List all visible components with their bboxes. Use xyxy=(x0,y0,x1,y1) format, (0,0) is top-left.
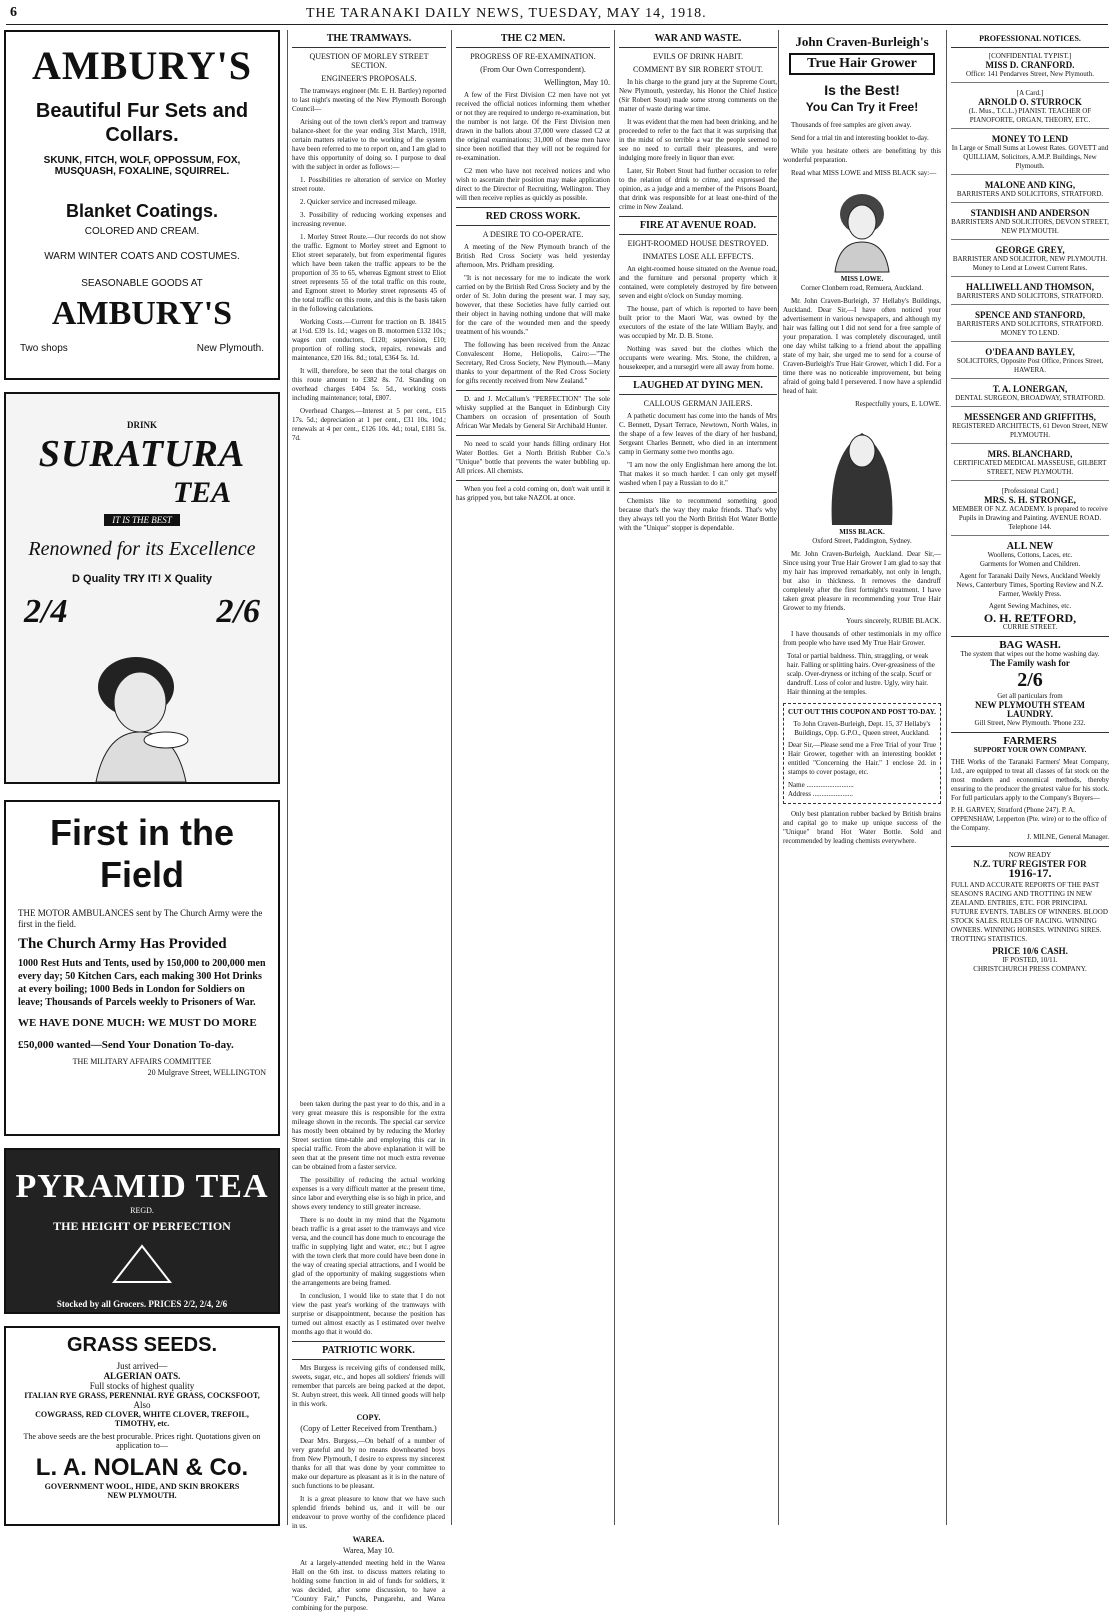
church-army-more: WE HAVE DONE MUCH: WE MUST DO MORE xyxy=(18,1017,257,1029)
retford-advertisement: ALL NEW Woollens, Cottons, Laces, etc. Garments for Women and Children. Agent for Taranaki Daily News, Auckland Weekly News, Canterbury Times, Sporting Review and N.Z. Farmer, Weekly Press. Agent Sewing Machines, etc. O. H. RETFORD, CURRIE STREET. xyxy=(951,542,1109,637)
paragraph: Chemists like to recommend something good because that's the way they make friends. That's why they always tell you the North British Hot Water Bottle with the "Unique" stopper is dependable. xyxy=(619,497,777,532)
article-subheading: EIGHT-ROOMED HOUSE DESTROYED. xyxy=(627,239,769,248)
article-subheading: CALLOUS GERMAN JAILERS. xyxy=(643,399,753,408)
paragraph: Nothing was saved but the clothes which the occupants were wearing. Mrs. Stone, the children, a housekeeper, and a nursegirl were all away from home. xyxy=(619,345,777,371)
coupon-name-field[interactable]: Name ........................... xyxy=(788,781,854,789)
paragraph: 1. Possibilities re alteration of service on Morley street route. xyxy=(292,176,446,193)
ambury-line3: Blanket Coatings. xyxy=(65,201,219,221)
paragraph: A meeting of the New Plymouth branch of the British Red Cross Society was held yesterday afternoon, Mrs. Pridham presiding. xyxy=(456,243,610,269)
article-heading: COPY. xyxy=(356,1413,381,1422)
article-heading: THE TRAMWAYS. xyxy=(326,33,412,44)
grass-firm2: GOVERNMENT WOOL, HIDE, AND SKIN BROKERS xyxy=(44,1482,240,1491)
article-subheading: (From Our Own Correspondent). xyxy=(480,65,586,74)
article-subheading: Warea, May 10. xyxy=(343,1546,394,1555)
paragraph: It is a great pleasure to know that we have such splendid friends behind us, and it will be our endeavour to prove worthy of the confidence placed in us. xyxy=(292,1495,445,1530)
church-army-sub: The Church Army Has Provided xyxy=(18,936,227,952)
paragraph: The following has been received from the Anzac Convalescent Home, Heliopolis, Cairo:—"The Secretary, Red Cross Society, New Plymouth.—Many thanks to your department of the Red Cross Society for gifts recently received from New Zealand." xyxy=(456,341,610,385)
ambury-line4: COLORED AND CREAM. xyxy=(84,226,200,237)
ambury-advertisement xyxy=(4,30,280,380)
grass-s6: COWGRASS, RED CLOVER, WHITE CLOVER, TREFOIL, TIMOTHY, etc. xyxy=(35,1410,249,1428)
suratura-brand: SURATURA xyxy=(38,433,246,475)
grass-firm3: NEW PLYMOUTH. xyxy=(107,1491,177,1500)
notice: MESSENGER AND GRIFFITHS, REGISTERED ARCHITECTS, 61 Devon Street, NEW PLYMOUTH. xyxy=(951,413,1109,444)
notice: T. A. LONERGAN, DENTAL SURGEON, BROADWAY, STRATFORD. xyxy=(951,385,1109,407)
church-army-address: 20 Mulgrave Street, WELLINGTON xyxy=(147,1068,266,1077)
column-tramways-continued xyxy=(292,1100,445,1612)
paragraph: Overhead Charges.—Interest at 5 per cent., £15 17s. 5d.; depreciation at 1 per cent., £31 10s. 10d.; renewals at 4 per cent., £126 10s. 4d.; total, £181 5s. 7d. xyxy=(292,407,446,442)
paragraph: Working Costs.—Current for traction on B. 18415 at 1½d. £39 1s. 1d.; wages on B. motormen £132 10s.; wages cutt conductors, £120; supervision, £10; proportion of rolling stock, repairs, renewals and maintenance, £20 16s. 8d.; total, £364 5s. 1d. xyxy=(292,318,446,362)
notice: MRS. BLANCHARD, CERTIFICATED MEDICAL MASSEUSE, GILBERT STREET, NEW PLYMOUTH. xyxy=(951,450,1109,481)
suratura-advertisement xyxy=(4,392,280,784)
pyramid-brand: PYRAMID TEA xyxy=(15,1168,269,1205)
column-tramways xyxy=(292,30,446,1098)
article-heading: FIRE AT AVENUE ROAD. xyxy=(639,220,757,231)
church-army-intro: THE MOTOR AMBULANCES sent by The Church Army were the first in the field. xyxy=(18,908,263,929)
ambury-shops: Two shops xyxy=(20,343,68,354)
turf-register-advertisement: NOW READY N.Z. TURF REGISTER FOR 1916-17. FULL AND ACCURATE REPORTS OF THE PAST SEASON'S RACING AND TROTTING IN NEW ZEALAND. ENTRIES, ETC. FOR PRINCIPAL FUTURE EVENTS. TABLES OF WINNERS. BLOOD STOCK SALES. RULES OF RACING. WINNING OWNERS. WINNING HORSES. WINNING SIRES. TROTTING STATISTICS. PRICE 10/6 CASH. IF POSTED, 10/11. CHRISTCHURCH PRESS COMPANY. xyxy=(951,851,1108,973)
suratura-try: D Quality TRY IT! X Quality xyxy=(72,573,212,585)
suratura-price-2: 2/6 xyxy=(216,593,260,630)
article-heading: WAR AND WASTE. xyxy=(654,33,742,44)
church-army-advertisement xyxy=(4,800,280,1136)
grass-firm: L. A. NOLAN & Co. xyxy=(35,1454,249,1481)
paragraph: The possibility of reducing the actual working expenses is a very difficult matter at the present time, since labor and everything else is so high in price, and shows every tendency to still greater increase. xyxy=(292,1176,445,1211)
pyramid-stock: Stocked by all Grocers. PRICES 2/2, 2/4, 2/6 xyxy=(56,1299,228,1309)
paragraph: In conclusion, I would like to state that I do not view the past year's working of the tramways with surprise or disappointment, because the position has turned out almost exactly as I estimated over twelve months ago that it would do. xyxy=(292,1292,445,1336)
suratura-price-1: 2/4 xyxy=(24,593,68,630)
paragraph: An eight-roomed house situated on the Avenue road, and the furniture and personal property which it contained, were completely destroyed by fire between seven and eight o'clock on Sunday morning. xyxy=(619,265,777,300)
paragraph: "I am now the only Englishman here among the lot. That makes it so much harder. I can only get myself washed when I pay a Russian to do it." xyxy=(619,461,777,487)
column-rule xyxy=(614,30,615,1525)
pyramid-tag: THE HEIGHT OF PERFECTION xyxy=(53,1219,231,1233)
farmers-advertisement: FARMERS SUPPORT YOUR OWN COMPANY. THE Works of the Taranaki Farmers' Meat Company, Ltd., are equipped to treat all classes of fat stock on the most modern and economical methods, thereby ensuring to the producer the greatest value for his stock. For full particulars apply to the Company's Buyers— P. H. GARVEY, Stratford (Phone 247). P. A. OPPENSHAW, Lepperton (Pte. wire) or to the office of the Company. J. MILNE, General Manager. xyxy=(951,733,1109,847)
article-heading: WAREA. xyxy=(352,1535,385,1544)
notice: HALLIWELL AND THOMSON, BARRISTERS AND SOLICITORS, STRATFORD. xyxy=(951,283,1109,305)
notice: SPENCE AND STANFORD, BARRISTERS AND SOLICITORS, STRATFORD. MONEY TO LEND. xyxy=(951,311,1109,342)
suratura-slogan: Renowned for its Excellence xyxy=(28,538,256,560)
ambury-line6: SEASONABLE GOODS AT xyxy=(81,278,203,289)
paragraph: The tramways engineer (Mr. E. H. Bartley) reported to last night's meeting of the New Plymouth Borough Council— xyxy=(292,87,446,113)
paragraph: When you feel a cold coming on, don't wait until it has gripped you, but take NAZOL at once. xyxy=(456,485,610,502)
grass-s3: Full stocks of highest quality xyxy=(89,1381,195,1391)
grass-s7: The above seeds are the best procurable. Prices right. Quotations given on application to— xyxy=(23,1432,261,1450)
paragraph: A pathetic document has come into the hands of Mrs C. Bennett, Dysart Terrace, Newtown, North Wales, in the shape of a few leaves of the diary of her husband, Sergeant Charles Bennett, who died in an internment camp in Germany some two months ago. xyxy=(619,412,777,456)
newspaper-title: THE TARANAKI DAILY NEWS, TUESDAY, MAY 14, 1918. xyxy=(306,6,707,21)
article-subheading: COMMENT BY SIR ROBERT STOUT. xyxy=(633,65,763,74)
notice: [Professional Card.] MRS. S. H. STRONGE, MEMBER OF N.Z. ACADEMY. Is prepared to receive Pupils in Drawing and Painting. AVENUE ROAD. Telephone 144. xyxy=(951,487,1109,536)
coupon[interactable]: CUT OUT THIS COUPON AND POST TO-DAY. To John Craven-Burleigh, Dept. 15, 37 Hellaby's Buildings, Opp. G.P.O., Queen street, Auckland. Dear Sir,—Please send me a Free Trial of your True Hair Grower, together with an interesting booklet entitled "Concerning the Hair." I enclose 2d. in stamps to cover postage, etc. Name ........................... Address ....................... xyxy=(783,703,941,804)
notice: STANDISH AND ANDERSON BARRISTERS AND SOLICITORS, DEVON STREET, NEW PLYMOUTH. xyxy=(951,209,1109,240)
paragraph: been taken during the past year to do this, and in a very great measure this is responsible for the extra mileage shown in the records. The special car service has mostly been obtained by by reducing the Morley Street section time-table and employing this car in special traffic. From the above explanation it will be seen that at the present time not much extra revenue can be obtained from a faster service. xyxy=(292,1100,445,1171)
paragraph: In his charge to the grand jury at the Supreme Court, New Plymouth, yesterday, his Honor the Chief Justice (Sir Robert Stout) made some strong comments on the matter of waste during war time. xyxy=(619,78,777,113)
miss-lowe-portrait xyxy=(827,182,897,272)
grass-seeds-advertisement xyxy=(4,1326,280,1526)
notice: [CONFIDENTIAL TYPIST.] MISS D. CRANFORD. Office: 141 Pendarves Street, New Plymouth. xyxy=(951,52,1109,83)
ambury-line2: SKUNK, FITCH, WOLF, OPPOSSUM, FOX, MUSQUASH, FOXALINE, SQUIRREL. xyxy=(43,155,241,177)
grass-s2: ALGERIAN OATS. xyxy=(103,1371,181,1381)
article-dateline: Wellington, May 10. xyxy=(543,78,610,87)
page-number: 6 xyxy=(10,5,17,20)
paragraph: "It is not necessary for me to indicate the work carried on by the British Red Cross Society and by the order of St. John during the present war. I may say, however, that these Societies have fully carried out their object in having nothing undone that will make for the care of the wounded men and the speedy treatment of his wounds." xyxy=(456,274,610,336)
suratura-drink: DRINK xyxy=(126,420,157,430)
article-subheading: QUESTION OF MORLEY STREET SECTION. xyxy=(309,52,429,70)
notice: GEORGE GREY, BARRISTER AND SOLICITOR, NEW PLYMOUTH. Money to Lend at Lowest Current Rates. xyxy=(951,246,1109,277)
paragraph: At a largely-attended meeting held in the Warea Hall on the 6th inst. to discuss matters relating to holding some function in aid of funds for soldiers, it was decided, after some discussion, to have a "Country Fair," Punchs, Pungarehu, and Warea combining for the purpose. xyxy=(292,1559,445,1612)
article-subheading: EVILS OF DRINK HABIT. xyxy=(652,52,744,61)
notice: [A Card.] ARNOLD O. STURROCK (L. Mus., T.C.L.) PIANIST. TEACHER OF PIANOFORTE, ORGAN, THEORY, ETC. xyxy=(951,89,1109,129)
column-war-and-waste xyxy=(619,30,777,1525)
article-heading: RED CROSS WORK. xyxy=(485,211,581,222)
paragraph: It will, therefore, be seen that the total charges on this route amount to £382 8s. 7d. Standing on overhead charges £404 5s. 5d., working costs including maintenance; total, £807. xyxy=(292,367,446,402)
article-subheading: (Copy of Letter Received from Trentham.) xyxy=(300,1424,437,1433)
paragraph: A few of the First Division C2 men have not yet received the official notices informing them whether or not they are required to undergo re-examination, but the number is not large. Of the First Division men drawn in the ballots about 37,000 were classed C2 at the original examinations; 31,000 of these men have since been notified that they will not be required for re-examination. xyxy=(456,91,611,162)
article-subheading: ENGINEER'S PROPOSALS. xyxy=(321,74,417,83)
masthead xyxy=(6,4,1108,25)
church-army-agents: THE MILITARY AFFAIRS COMMITTEE xyxy=(72,1057,212,1066)
paragraph: D. and J. McCallum's "PERFECTION" The sole whisky supplied at the Banquet in Edinburgh City Chambers on occasion of presentation of South African War Medals by General Sir Archibald Hunter. xyxy=(456,395,610,430)
pyramid-tea-advertisement xyxy=(4,1148,280,1314)
church-army-headline: First in the Field xyxy=(49,812,234,895)
paragraph: Arising out of the town clerk's report and tramway balance-sheet for the year ending 31st March, 1918, certain matters relative to the working of the system have been referred to me to report on, and I am glad to have this opportunity of doing so. I purpose to deal with the subject in order as follows:— xyxy=(292,118,446,171)
paragraph: 1. Morley Street Route.—Our records do not show the traffic. Egmont to Morley street and Egmont to Eliot street separately, but from experimental figures which have been taken the traffic appears to be the proportion of 35 to 65, whereas Egmont street to Eliot street represents 55 of the total traffic on this route, and Egmont street to Morley street represents 45 of the total traffic on this route, and this is the basis taken in the following calculations. xyxy=(292,233,446,313)
article-subheading: INMATES LOSE ALL EFFECTS. xyxy=(642,252,754,261)
church-army-footer: £50,000 wanted—Send Your Donation To-day. xyxy=(18,1039,234,1051)
pyramid-icon xyxy=(112,1244,172,1284)
craven-burleigh-hair-grower-ad: John Craven-Burleigh's True Hair Grower Is the Best! You Can Try it Free! Thousands of free samples are given away. Send for a trial tin and interesting booklet to-day. While you hesitate others are benefitting by this wonderful preparation. Read what MISS LOWE and MISS BLACK say:— MISS LOWE. Corner Clonbern road, Remuera, Auckland. Mr. John Craven-Burleigh, 37 Hellaby's Buildings, Auckland. Dear Sir,—I have often noticed your advertisement in various newspapers, and although my hair was falling out I did not send for a free sample of your preparation. I was completely discouraged, until one day whilst talking to a friend about the appalling state of my hair, she urged me to send for a course of Craven-Burleigh's True Hair Grower, which I did. For a time there was no noticeable improvement, but being afraid of going bald I persevered. I now have a splendid head of hair. Respectfully yours, E. LOWE. MISS BLACK. Oxford Street, Paddington, Sydney. Mr. John Craven-Burleigh, Auckland. Dear Sir,—Since using your True Hair Grower I am glad to say that my hair has improved remarkably, not only in length, but also in thickness. It removes the dandruff completely after the first fortnight's treatment. I have taken great pleasure in recommending your True Hair Grower to my friends. Yours sincerely, RUBIE BLACK. I have thousands of other testimonials in my office from people who have used My True Hair Grower. Total or partial baldness. Thin, straggling, or weak hair. Falling or splitting hairs. Over-greasiness of the scalp. Over-dryness or itching of the scalp. Scurf or dandruff. Loss of color and lustre. Ugly, wiry hair. Hair thinning at the temples. CUT OUT THIS COUPON AND POST TO-DAY. To John Craven-Burleigh, Dept. 15, 37 Hellaby's Buildings, Opp. G.P.O., Queen street, Auckland. Dear Sir,—Please send me a Free Trial of your True Hair Grower, together with an interesting booklet entitled "Concerning the Hair." I enclose 2d. in stamps to cover postage, etc. Name ........................... Address ....................... Only best plantation rubber backed by British brains and capital go to make up unique success of the "Unique" brand Hot Water Bottle. Sold and recommended by leading chemists everywhere. xyxy=(783,30,941,1525)
notice: MALONE AND KING, BARRISTERS AND SOLICITORS, STRATFORD. xyxy=(951,181,1109,203)
article-subheading: PROGRESS OF RE-EXAMINATION. xyxy=(470,52,596,61)
grass-s4: ITALIAN RYE GRASS, PERENNIAL RYE GRASS, COCKSFOOT, xyxy=(24,1391,260,1400)
column-professional-notices xyxy=(951,30,1109,1525)
ambury-line5: WARM WINTER COATS AND COSTUMES. xyxy=(44,251,240,262)
column-rule xyxy=(287,30,288,1525)
paragraph: 3. Possibility of reducing working expenses and increasing revenue. xyxy=(292,211,446,228)
suratura-tea: TEA xyxy=(172,476,232,509)
article-subheading: A DESIRE TO CO-OPERATE. xyxy=(482,230,584,239)
article-heading: THE C2 MEN. xyxy=(500,33,566,44)
column-heading: PROFESSIONAL NOTICES. xyxy=(979,34,1081,43)
grass-s5: Also xyxy=(133,1400,151,1410)
miss-black-portrait xyxy=(822,415,902,525)
ambury-town: New Plymouth. xyxy=(196,343,264,354)
paragraph: There is no doubt in my mind that the Ngamotu beach traffic is a great asset to the tramways and vice versa, and the council has done much to encourage the traffic in supplying light and water, etc.; but I agree with the town clerk that more could have been done in the way of creating special attractions, and I would be glad of the opportunity of making suggestions when the arrangements are being framed. xyxy=(292,1216,445,1287)
paragraph: Mrs Burgess is receiving gifts of condensed milk, sweets, sugar, etc., and hopes all soldiers' friends will remember that parcels are being packed at the depot, St. Aubyn street, this week. All tinned goods will help in this work. xyxy=(292,1364,445,1408)
grass-s1: Just arrived— xyxy=(116,1361,168,1371)
ambury-brand-2: AMBURY'S xyxy=(51,295,233,332)
notice: O'DEA AND BAYLEY, SOLICITORS, Opposite Post Office, Princes Street, HAWERA. xyxy=(951,348,1109,379)
column-rule xyxy=(778,30,779,1525)
paragraph: 2. Quicker service and increased mileage. xyxy=(300,198,417,206)
paragraph: It was evident that the men had been drinking, and he proceeded to refer to the fact that it was surprising that in the midst of so terrible a war the people seemed to see no need to curtail their pleasures, and were indulging more freely in liquor than ever. xyxy=(619,118,777,162)
church-army-body: 1000 Rest Huts and Tents, used by 150,000 to 200,000 men every day; 50 Kitchen Cars, each making 300 Hot Drinks at every boiling; 1000 Beds in London for Soldiers on leave; Thousands of Parcels weekly to Prisoners of War. xyxy=(18,958,266,1008)
paragraph: Later, Sir Robert Stout had further occasion to refer to the relation of drink to crime, and expressed the opinion, as a judge and a member of the Prisons Board, that drink was responsible for at least one-third of the crime in New Zealand. xyxy=(619,167,777,211)
column-c2-men xyxy=(456,30,610,1525)
grass-title: GRASS SEEDS. xyxy=(66,1334,218,1356)
suratura-tag: IT IS THE BEST xyxy=(104,514,180,526)
paragraph: No need to scald your hands filling ordinary Hot Water Bottles. Get a North British Rubber Co.'s "Unique" bottle that prevents the water bubbling up. All prices. All chemists. xyxy=(456,440,610,475)
notice: MONEY TO LEND In Large or Small Sums at Lowest Rates. GOVETT and QUILLIAM, Solicitors, A.M.P. Buildings, New Plymouth. xyxy=(951,135,1109,175)
column-rule xyxy=(451,30,452,1525)
paragraph: The house, part of which is reported to have been built prior to the Maori War, was owned by the executors of the estate of the late William Bayly, and was occupied by Mr. D. B. Stone. xyxy=(619,305,777,340)
column-rule xyxy=(946,30,947,1525)
ambury-brand: AMBURY'S xyxy=(32,43,252,88)
article-heading: LAUGHED AT DYING MEN. xyxy=(633,380,763,391)
paragraph: Dear Mrs. Burgess,—On behalf of a number of very grateful and by no means downhearted boys from New Plymouth, I desire to express my sincerest thanks for all that was done by your committee to make our departure as pleasant as it is in the nature of such functions to be pleasant. xyxy=(292,1437,445,1490)
paragraph: C2 men who have not received notices and who wish to ascertain their position may make application direct to the Director of Recruiting, Wellington. They will then receive replies as quickly as possible. xyxy=(456,167,610,202)
woman-with-teacup-illustration xyxy=(66,632,216,782)
pyramid-regd: REGD. xyxy=(130,1206,154,1215)
article-heading: PATRIOTIC WORK. xyxy=(322,1345,415,1356)
bag-wash-advertisement: BAG WASH. The system that wipes out the home washing day. The Family wash for 2/6 Get all particulars from NEW PLYMOUTH STEAM LAUNDRY. Gill Street, New Plymouth. 'Phone 232. xyxy=(951,637,1109,733)
ambury-line1: Beautiful Fur Sets and Collars. xyxy=(35,100,249,146)
coupon-address-field[interactable]: Address ....................... xyxy=(788,790,853,798)
